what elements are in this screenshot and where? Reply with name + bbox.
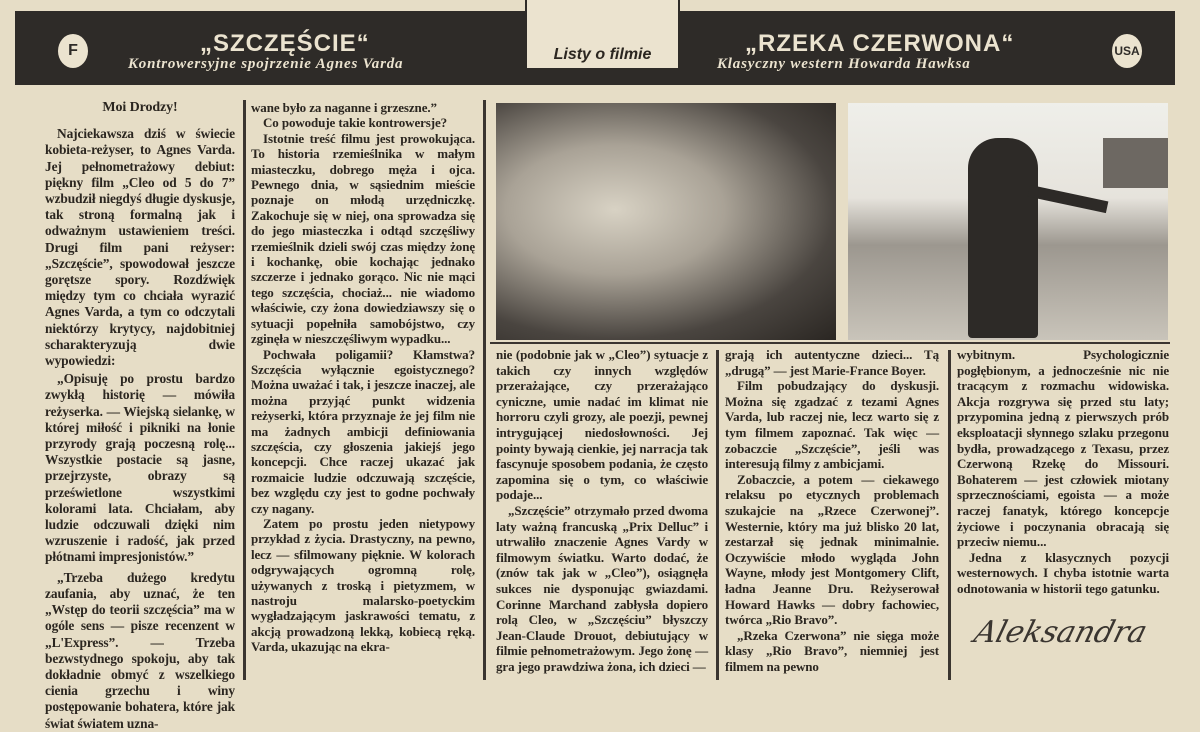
column-3 [496,347,708,674]
column-4 [725,347,939,674]
paragraph: Film pobudzający do dyskusji. Można się zgadzać z tezami Agnes Varda, lub raczej nie, lecz warto się z tym filmem zapoznać. Tak więc — zobaczcie „Szczęście”, jeśli was interesują filmy z ambicjami. [725,378,939,472]
paragraph: Zatem po prostu jeden nietypowy przykład z życia. Drastyczny, na pewno, lecz — sfilmowany pięknie. W kolorach odgrywających ogromną rolę, używanych z troską i pietyzmem, w nastroju malarsko-poetyckim wygładzającym jaskrawości tematu, z akcją prowadzoną lekką, kobiecą ręką. Varda, ukazując na ekra- [251,515,475,655]
quote-critic: „Trzeba dużego kredytu zaufania, aby uznać, że ten „Wstęp do teorii szczęścia” ma w ogóle sens — pisze recenzent w „L'Express”. — Trzeba bezwstydnego spokoju, aby tak dokładnie obmyć z wszelkiego cienia grzechu i winy postępowanie bohatera, które jak świat światem uzna- [45,569,235,731]
paragraph: Istotnie treść filmu jest prowokująca. To historia rzemieślnika w małym miasteczku, dobrego męża i ojca. Pewnego dnia, w sąsiednim mieście poznaje on młodą urzędniczkę. Zakochuje się w niej, ona sprowadza się do jego miasteczka i odtąd szczęśliwy rzemieślnik dzieli swój czas między żonę i kochankę, obie kochając jednako szczerze i jednako gorąco. Nic nie mąci tego szczęścia, chociaż... nie wiadomo właściwie, czy żona dowiedziawszy się o sytuacji popełniła samobójstwo, czy zginęła w nieszczęśliwym wypadku... [251,130,475,347]
paragraph: Co powoduje takie kontrowersje? [263,115,448,131]
paragraph: wane było za naganne i grzeszne.” [251,100,437,115]
film-still-rzeka-czerwona [848,103,1168,340]
paragraph: grają ich autentyczne dzieci... Tą „drugą” — jest Marie-France Boyer. [725,347,939,378]
photo-divider [490,342,1170,344]
paragraph: nie (podobnie jak w „Cleo”) sytuacje z takich czy innych względów przerażające, czy przerażająco cyniczne, umie nadać im klimat nie horroru czyli grozy, ale poezji, pewnej intrygującej niedosłowności. Jej pointy bywają cienkie, jej narracja tak fascynuje sposobem podania, że często zapomina się o tym, co właściwie podaje... [496,347,708,503]
column-divider [716,350,719,680]
paragraph: Najciekawsza dziś w świecie kobieta-reżyser, to Agnes Varda. Jej pełnometrażowy debiut: piękny film „Cleo od 5 do 7” wzbudził niegdyś długie dyskusje, tak stroną formalną jak i odważnym ustawieniem treści. Drugi film pani reżyser: „Szczęście”, spowodował jeszcze gorętsze spory. Rozdźwięk między tym co chciała wyrazić Agnes Varda, a tym co odczytali niektórzy krytycy, najdobitniej scharakteryzują dwie wypowiedzi: [45,126,235,369]
column-divider [243,100,246,680]
country-badge-france: F [58,34,88,68]
paragraph: „Szczęście” otrzymało przed dwoma laty ważną francuską „Prix Delluc” i utrwaliło znaczenie Agnes Vardy w filmowym światku. Warto dodać, że (znów tak jak w „Cleo”), osiągnęła sukces nie dysponując gwiazdami. Corinne Marchand zabłysła dopiero rolą Cleo, w „Szczęściu” błyszczy Jean-Claude Drouot, debiutujący w filmie pełnometrażowym. Jego żonę — gra jego prawdziwa żona, ich dzieci — [496,502,708,674]
paragraph: Jedna z klasycznych pozycji westernowych. I chyba istotnie warta odnotowania w historii tego gatunku. [957,549,1169,596]
country-badge-usa: USA [1112,34,1142,68]
column-5 [957,347,1169,597]
paragraph: wybitnym. Psychologicznie pogłębionym, a jednocześnie nic nie tracącym z rozmachu widowiska. Akcja rozgrywa się przed stu laty; przypomina jedną z pierwszych prób eksploatacji słynnego szlaku przegonu bydła, prowadzącego z Texasu, przez Czerwoną Rzekę do Missouri. Bohaterem — jest człowiek miotany sprzecznościami, egoista — a może raczej fanatyk, którego koncepcje życiowe i poczynania obracają się przeciw niemu... [957,347,1169,550]
paragraph: Zobaczcie, a potem — ciekawego relaksu po etycznych problemach szukajcie na „Rzece Czerwonej”. Westernie, który ma już blisko 20 lat, zestarzał się jednak minimalnie. Oczywiście młodo wygląda John Wayne, młody jest Montgomery Clift, ładna Jeanne Dru. Reżyserował Howard Hawks — dobry fachowiec, twórca „Rio Bravo”. [725,471,939,628]
left-film-subtitle: Kontrowersyjne spojrzenie Agnes Varda [128,56,404,72]
paragraph: Pochwała poligamii? Kłamstwa? Szczęścia wyłącznie egoistycznego? Można uważać i tak, i jeszcze inaczej, ale można przyjąć punkt widzenia reżyserki, która przyznaje że jej film nie ma żadnych ambicji definiowania szczęścia, czy głoszenia jakiejś jego koncepcji. Chce raczej ukazać jak rozmaicie ludzie odczuwają szczęście, bez względu czy jest to godne pochwały czy nagany. [251,346,475,516]
author-signature: Aleksandra [970,615,1151,650]
section-label: Listy o filmie [525,0,680,70]
left-film-title: „SZCZĘŚCIE“ [200,30,370,57]
greeting: Moi Drodzy! [102,100,178,115]
right-film-title: „RZEKA CZERWONA“ [745,30,1015,57]
column-1 [45,100,235,732]
right-film-subtitle: Klasyczny western Howarda Hawksa [717,56,971,72]
quote-director: „Opisuję po prostu bardzo zwykłą historię — mówiła reżyserka. — Wiejską sielankę, w której miłość i pikniki na łonie przyrody grają poczesną rolę... Wszystkie postacie są jasne, przejrzyste, obrazy są prześwietlone wszystkimi kolorami lata. Chciałam, aby ludzie odczuwali dzięki nim wzruszenie i radość, jak przed płótnami impresjonistów.” [45,371,235,565]
column-2 [251,100,475,655]
paragraph: „Rzeka Czerwona” nie sięga może klasy „Rio Bravo”, niemniej jest filmem na pewno [725,627,939,674]
column-divider [483,100,486,680]
column-divider [948,350,951,680]
film-still-szczescie [496,103,836,340]
